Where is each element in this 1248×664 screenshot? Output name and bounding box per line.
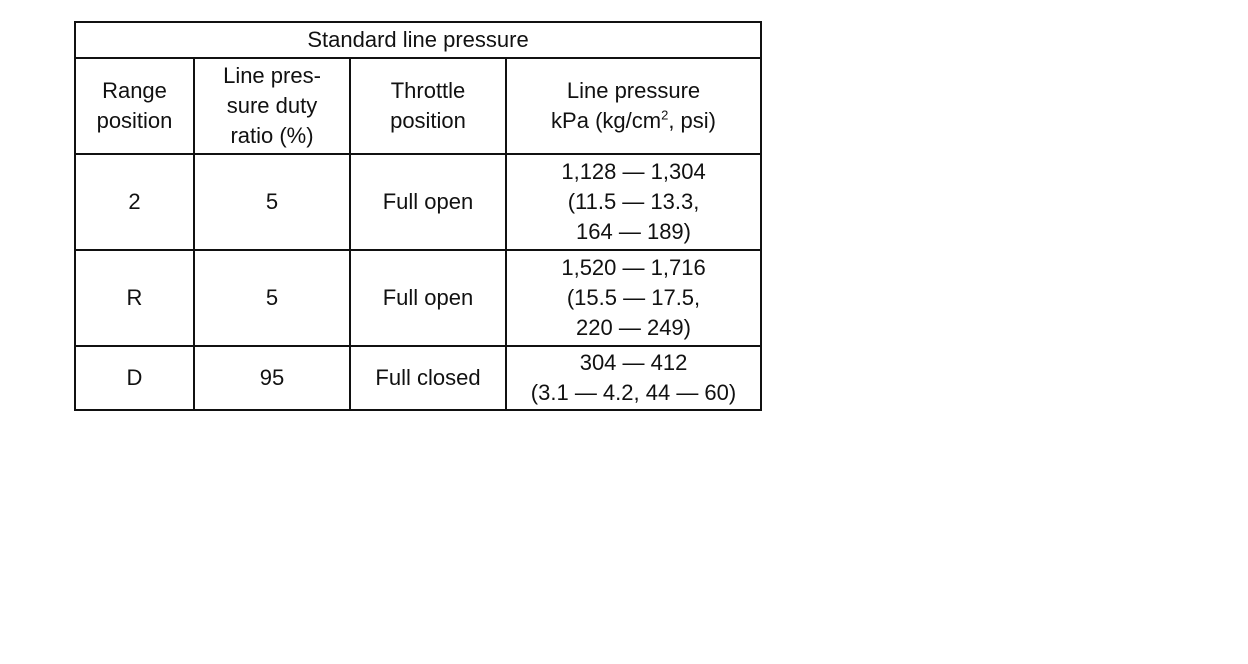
header-range-position: Range position	[75, 58, 194, 154]
table-title-row	[75, 22, 761, 58]
table-row	[75, 154, 761, 250]
header-line-pressure-unit-suffix: , psi)	[668, 108, 716, 133]
cell-duty-ratio: 5	[194, 154, 350, 250]
cell-pressure: 1,520 — 1,716 (15.5 — 17.5, 220 — 249)	[506, 250, 761, 346]
cell-pressure: 304 — 412 (3.1 — 4.2, 44 — 60)	[506, 346, 761, 410]
cell-throttle: Full open	[350, 250, 506, 346]
cell-duty-ratio: 5	[194, 250, 350, 346]
cell-range: D	[75, 346, 194, 410]
cell-throttle: Full closed	[350, 346, 506, 410]
header-line-pressure-unit-sup: 2	[661, 107, 669, 123]
table-title: Standard line pressure	[75, 22, 761, 58]
table-header-row	[75, 58, 761, 154]
table-row	[75, 346, 761, 410]
header-line-pressure	[506, 58, 761, 154]
header-duty-ratio: Line pres- sure duty ratio (%)	[194, 58, 350, 154]
header-line-pressure-label: Line pressure	[566, 78, 701, 103]
cell-pressure: 1,128 — 1,304 (11.5 — 13.3, 164 — 189)	[506, 154, 761, 250]
table-row	[75, 250, 761, 346]
header-line-pressure-unit-prefix: kPa (kg/cm	[551, 108, 662, 133]
standard-line-pressure-table	[74, 21, 762, 411]
cell-throttle: Full open	[350, 154, 506, 250]
cell-duty-ratio: 95	[194, 346, 350, 410]
cell-range: R	[75, 250, 194, 346]
header-throttle-position: Throttle position	[350, 58, 506, 154]
cell-range: 2	[75, 154, 194, 250]
